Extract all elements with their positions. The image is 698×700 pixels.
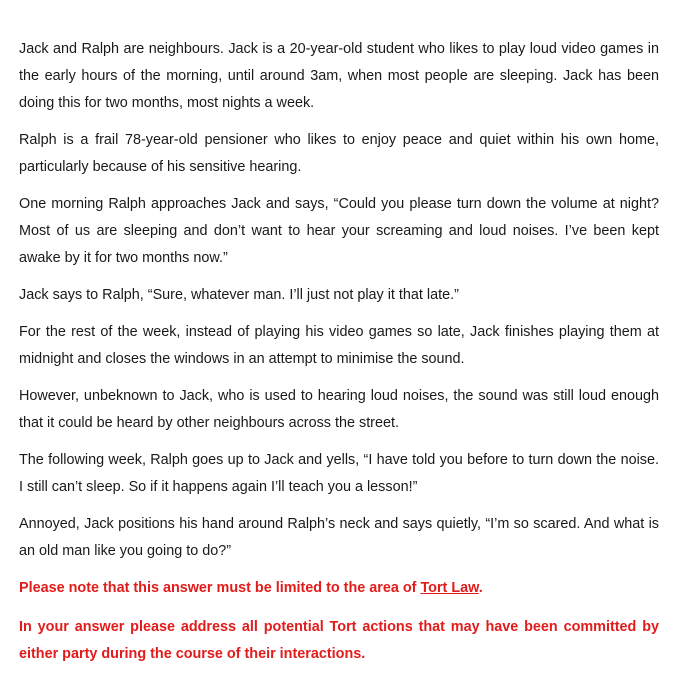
- paragraph-annoyed: Annoyed, Jack positions his hand around Ralph’s neck and says quietly, “I’m so scared. And what is an old man like you going to do?”: [19, 516, 659, 559]
- note-suffix: .: [478, 580, 483, 596]
- paragraph-request: One morning Ralph approaches Jack and says, “Could you please turn down the volume at night? Most of us are sleeping and don’t want to hear your screaming and loud noises. I’ve been kept awake by it for two months now.”: [19, 196, 659, 266]
- note-address-actions: In your answer please address all potential Tort actions that may have been committed by either party during the course of their interactions.: [19, 619, 659, 662]
- paragraph-following-week: The following week, Ralph goes up to Jack and yells, “I have told you before to turn down the noise. I still can’t sleep. So if it happens again I’ll teach you a lesson!”: [19, 452, 659, 495]
- paragraph-jack-reply: Jack says to Ralph, “Sure, whatever man. I’ll just not play it that late.”: [19, 287, 459, 303]
- paragraph-ralph: Ralph is a frail 78-year-old pensioner who likes to enjoy peace and quiet within his own home, particularly because of his sensitive hearing.: [19, 132, 659, 175]
- note-tort-law-limit: [19, 575, 659, 602]
- document-body: [19, 36, 659, 680]
- note-prefix: Please note that this answer must be limited to the area of: [19, 580, 421, 596]
- paragraph-unbeknown: However, unbeknown to Jack, who is used to hearing loud noises, the sound was still loud enough that it could be heard by other neighbours across the street.: [19, 388, 659, 431]
- tort-law-link[interactable]: Tort Law: [420, 580, 479, 596]
- paragraph-intro: Jack and Ralph are neighbours. Jack is a 20-year-old student who likes to play loud video games in the early hours of the morning, until around 3am, when most people are sleeping. Jack has been doing this for two months, most nights a week.: [19, 41, 659, 111]
- paragraph-rest-of-week: For the rest of the week, instead of playing his video games so late, Jack finishes playing them at midnight and closes the windows in an attempt to minimise the sound.: [19, 324, 659, 367]
